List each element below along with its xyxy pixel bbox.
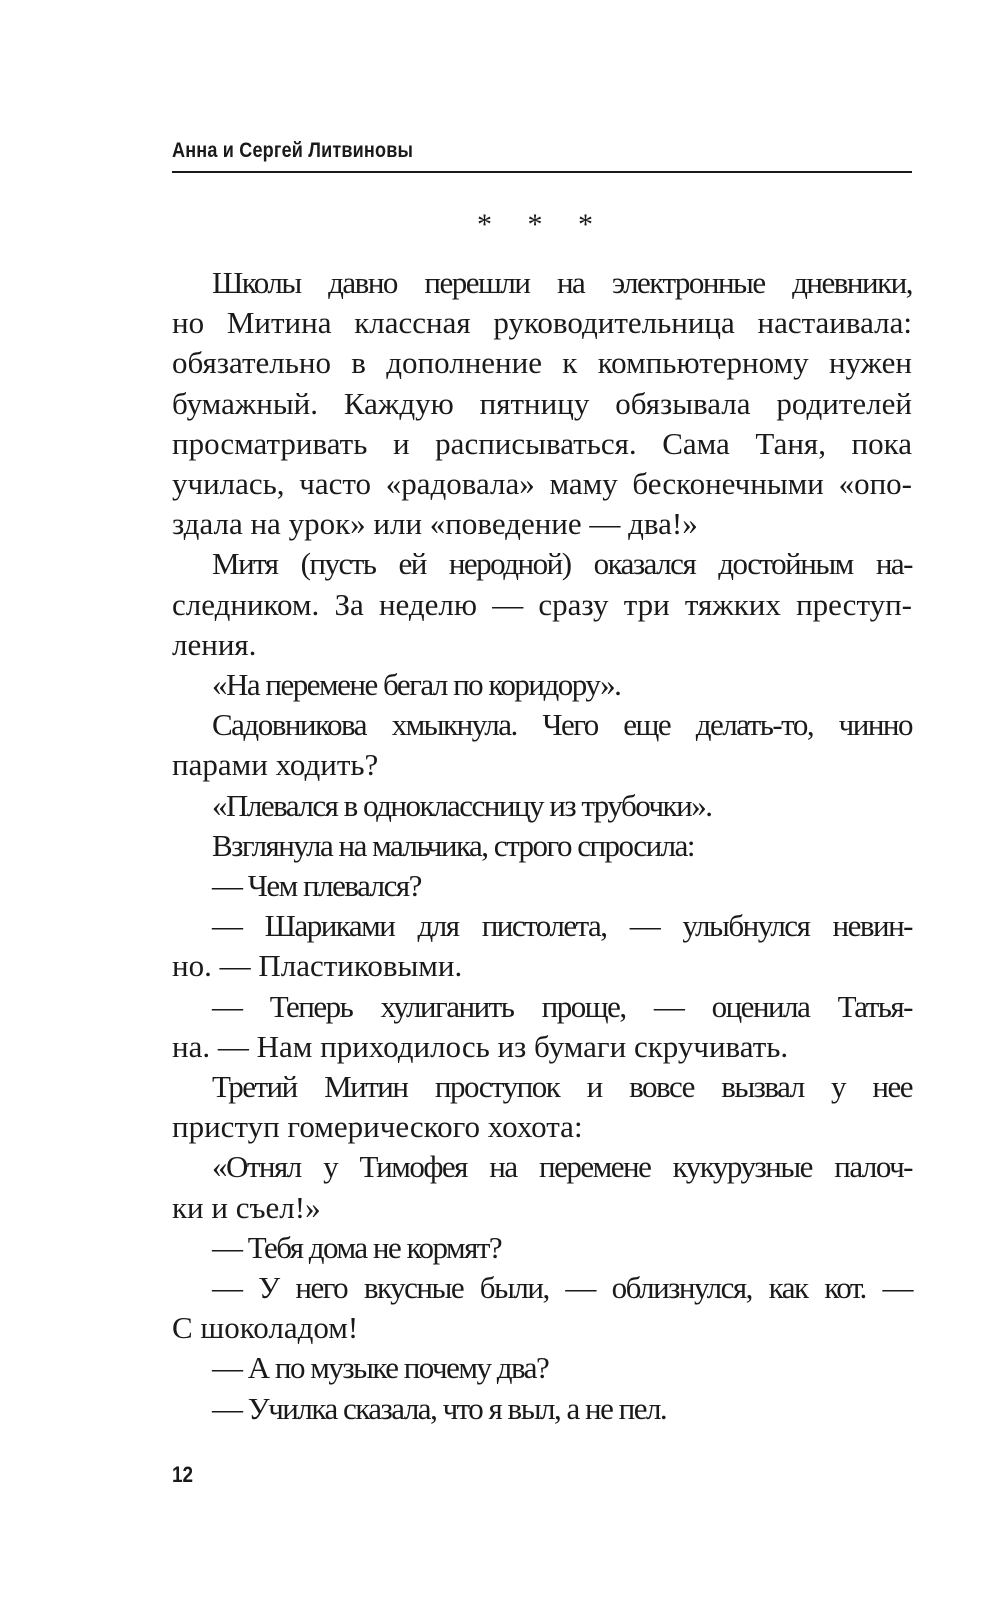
paragraph: [172, 866, 912, 906]
text-line: — Тебя дома не кормят?: [212, 1229, 502, 1265]
text-line: но. — Пластиковыми.: [172, 948, 463, 984]
text-line: «Отнял у Тимофея на перемене кукурузные палоч-: [212, 1149, 912, 1185]
paragraph: [172, 1268, 912, 1348]
paragraph: [172, 1067, 912, 1147]
text-line: — Училка сказала, что я выл, а не пел.: [212, 1390, 667, 1426]
paragraph: [172, 665, 912, 705]
paragraph: [172, 1228, 912, 1268]
body-text: [172, 263, 912, 1429]
paragraph: [172, 1389, 912, 1429]
paragraph: [172, 987, 912, 1067]
text-line: но Митина классная руководительница настаивала:: [172, 305, 912, 341]
text-line: ления.: [172, 626, 257, 662]
text-line: — Шариками для пистолета, — улыбнулся невин-: [212, 908, 912, 944]
page-number: 12: [172, 1462, 194, 1487]
text-line: приступ гомерического хохота:: [172, 1109, 583, 1145]
text-line: — А по музыке почему два?: [212, 1350, 549, 1386]
book-page: [172, 0, 912, 1615]
paragraph: [172, 544, 912, 665]
text-line: Школы давно перешли на электронные дневники,: [212, 265, 912, 300]
paragraph: [172, 906, 912, 986]
section-divider: * * *: [477, 208, 607, 241]
text-line: просматривать и расписываться. Сама Таня, пока: [172, 425, 912, 461]
text-line: парами ходить?: [172, 747, 379, 783]
text-line: ки и съел!»: [172, 1189, 321, 1225]
text-line: — Теперь хулиганить проще, — оценила Татья-: [212, 988, 912, 1024]
header-rule: [172, 171, 912, 173]
running-head: Анна и Сергей Литвиновы: [172, 139, 414, 162]
paragraph: [172, 263, 912, 544]
text-line: обязательно в дополнение к компьютерному нужен: [172, 345, 912, 381]
text-line: Взглянула на мальчика, строго спросила:: [212, 827, 695, 863]
paragraph: [172, 826, 912, 866]
text-line: — У него вкусные были, — облизнулся, как кот. —: [212, 1270, 912, 1306]
text-line: здала на урок» или «поведение — два!»: [172, 506, 698, 542]
text-line: С шоколадом!: [172, 1310, 359, 1346]
paragraph: [172, 1147, 912, 1227]
paragraph: [172, 1348, 912, 1388]
text-line: Митя (пусть ей неродной) оказался достойным на-: [212, 546, 912, 582]
text-line: бумажный. Каждую пятницу обязывала родителей: [172, 385, 912, 421]
text-line: следником. За неделю — сразу три тяжких преступ-: [172, 586, 912, 622]
paragraph: [172, 786, 912, 826]
text-line: «Плевался в одноклассницу из трубочки».: [212, 787, 712, 823]
text-line: на. — Нам приходилось из бумаги скручивать.: [172, 1028, 789, 1064]
text-line: Садовникова хмыкнула. Чего еще делать-то, чинно: [212, 707, 912, 743]
text-line: Третий Митин проступок и вовсе вызвал у нее: [212, 1069, 912, 1105]
text-line: — Чем плевался?: [212, 868, 421, 904]
paragraph: [172, 705, 912, 785]
text-line: училась, часто «радовала» маму бесконечными «опо-: [172, 466, 912, 502]
text-line: «На перемене бегал по коридору».: [212, 667, 621, 703]
